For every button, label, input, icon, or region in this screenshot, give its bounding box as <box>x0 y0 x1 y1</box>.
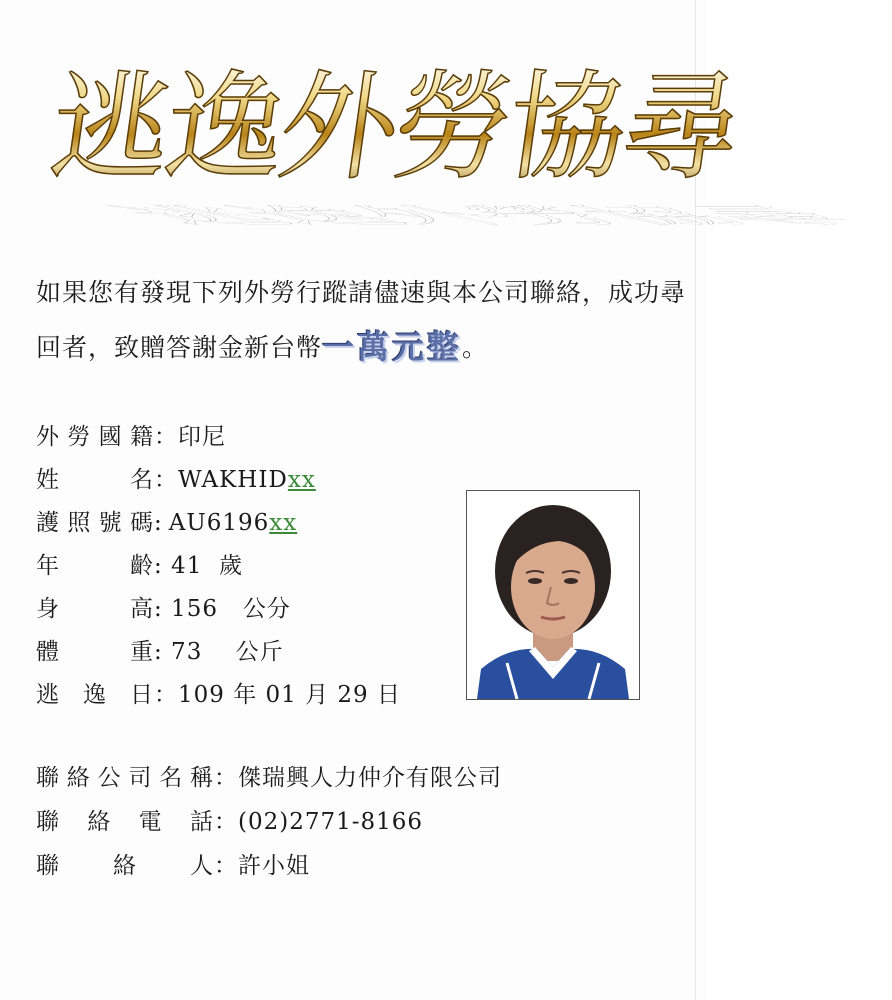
contact-value: 許小姐 <box>238 853 310 879</box>
info-value: WAKHID <box>178 467 288 493</box>
intro-text: 如果您有發現下列外勞行蹤請儘速與本公司聯絡，成功尋回者，致贈答謝金新台幣 <box>36 278 687 362</box>
contact-row-phone: 聯絡電話：(02)2771-8166 <box>36 800 502 844</box>
info-value: 41 歲 <box>162 553 243 579</box>
info-value: 73 公斤 <box>162 639 284 665</box>
masked-suffix: xx <box>287 467 316 493</box>
info-label: 逃逸日 <box>36 682 154 708</box>
intro-end: 。 <box>462 333 489 362</box>
info-value: 109 年 01 月 29 日 <box>178 682 401 708</box>
title-reflection: 逃逸外勞協尋 <box>87 203 887 228</box>
info-row-nationality: 外勞國籍：印尼 <box>36 416 401 459</box>
contact-value: (02)2771-8166 <box>238 809 424 835</box>
contact-label: 聯絡公司名稱 <box>36 765 214 791</box>
masked-suffix: xx <box>269 510 298 536</box>
worker-photo <box>466 490 640 700</box>
info-value: AU6196 <box>168 510 270 536</box>
info-row-escape-date: 逃逸日：109 年 01 月 29 日 <box>36 674 401 717</box>
info-label: 護照號碼 <box>36 510 154 536</box>
info-row-weight: 體重: 73 公斤 <box>36 631 401 674</box>
page-title: 逃逸外勞協尋 <box>42 52 747 202</box>
contact-label: 聯絡電話 <box>36 809 214 835</box>
contact-row-company: 聯絡公司名稱：傑瑞興人力仲介有限公司 <box>36 756 502 800</box>
contact-value: 傑瑞興人力仲介有限公司 <box>238 765 502 791</box>
portrait-image <box>467 491 639 699</box>
info-row-name: 姓名：WAKHIDxx <box>36 459 401 502</box>
info-row-passport: 護照號碼: AU6196xx <box>36 502 401 545</box>
contact-info <box>36 756 502 888</box>
info-value: 印尼 <box>178 424 226 450</box>
title-block <box>42 52 887 228</box>
info-label: 體重 <box>36 639 154 665</box>
info-label: 姓名 <box>36 467 154 493</box>
info-row-age: 年齡: 41 歲 <box>36 545 401 588</box>
info-label: 身高 <box>36 596 154 622</box>
intro-paragraph <box>36 266 686 375</box>
info-value: 156 公分 <box>162 596 291 622</box>
info-label: 外勞國籍 <box>36 424 154 450</box>
reward-amount: 一萬元整 <box>322 328 463 366</box>
contact-row-person: 聯絡人：許小姐 <box>36 844 502 888</box>
worker-info <box>36 416 401 717</box>
contact-label: 聯絡人 <box>36 853 214 879</box>
info-label: 年齡 <box>36 553 154 579</box>
info-row-height: 身高: 156 公分 <box>36 588 401 631</box>
